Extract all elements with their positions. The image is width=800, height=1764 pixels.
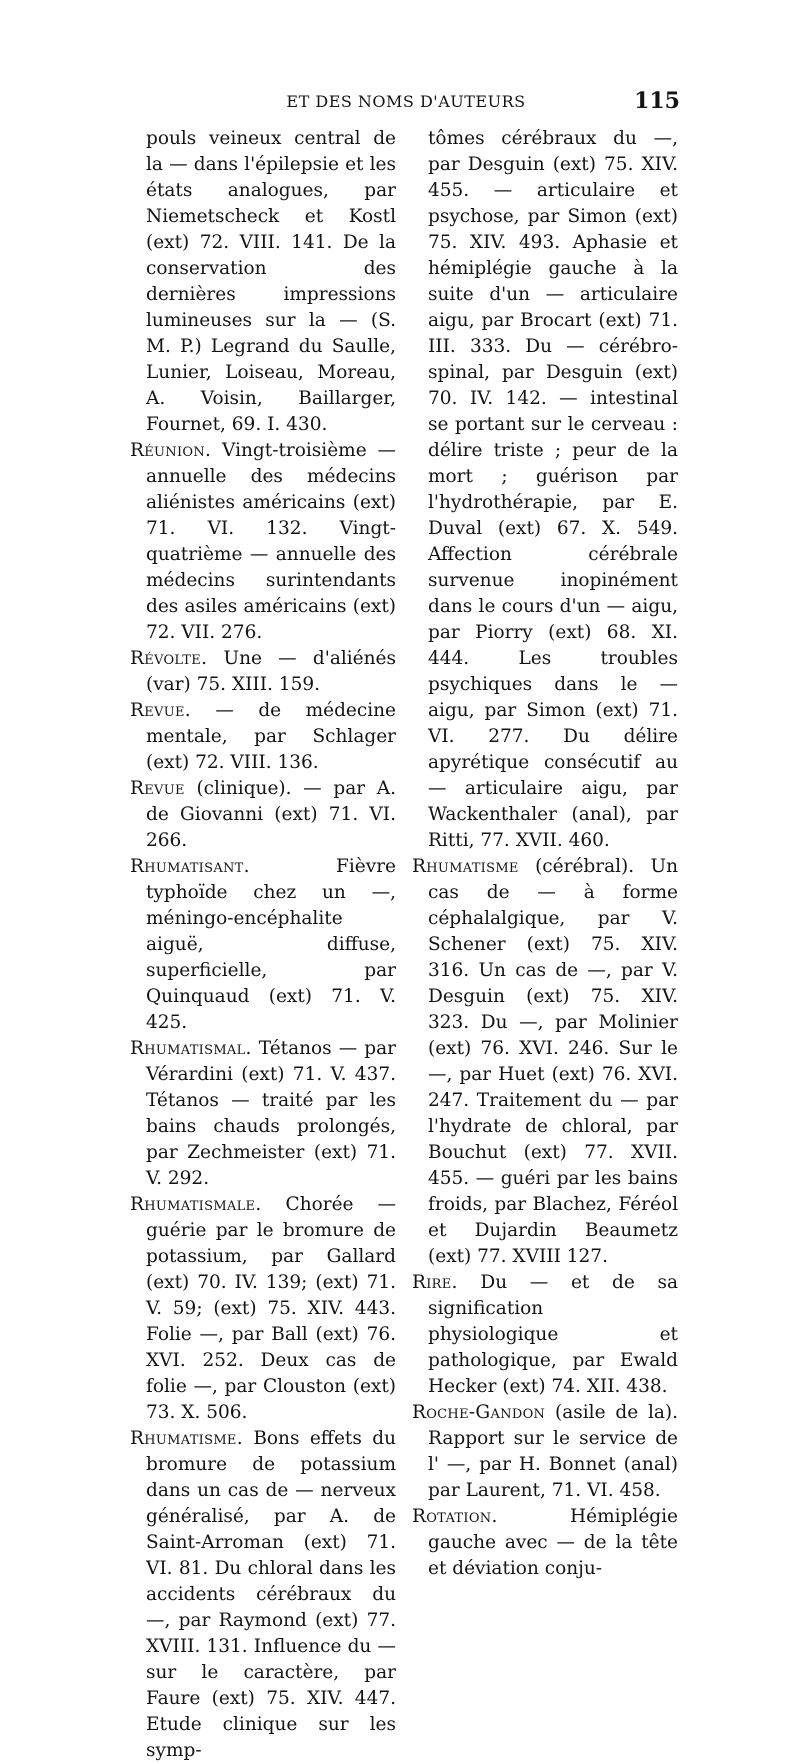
left-column	[130, 126, 396, 1764]
entry-headword: Rhumatismale.	[130, 1194, 262, 1215]
entry-text: tômes cérébraux du —, par Desguin (ext) 75. XIV. 455. — articulaire et psychose, par Simon (ext) 75. XIV. 493. Aphasie et hémiplégie gauche à la suite d'un — articulaire aigu, par Brocart (ext) 71. III. 333. Du — cérébro-spinal, par Desguin (ext) 70. IV. 142. — intestinal se portant sur le cerveau : délire triste ; peur de la mort ; guérison par l'hydrothérapie, par E. Duval (ext) 67. X. 549. Affection cérébrale survenue inopinément dans le cours d'un — aigu, par Piorry (ext) 68. XI. 444. Les troubles psychiques dans le — aigu, par Simon (ext) 71. VI. 277. Du délire apyrétique consécutif au — articulaire aigu, par Wackenthaler (anal), par Ritti, 77. XVII. 460.	[428, 128, 678, 851]
entry-text: Chorée — guérie par le bromure de potassium, par Gallard (ext) 70. IV. 139; (ext) 71. V. 59; (ext) 75. XIV. 443. Folie —, par Ball (ext) 76. XVI. 252. Deux cas de folie —, par Clouston (ext) 73. X. 506.	[146, 1194, 396, 1423]
index-entry	[130, 126, 396, 438]
entry-headword: Revue.	[130, 700, 191, 721]
index-entry	[412, 854, 678, 1270]
entry-headword: Revue	[130, 778, 185, 799]
entry-text: Tétanos — par Vérardini (ext) 71. V. 437. Tétanos — traité par les bains chauds prolongés, par Zechmeister (ext) 71. V. 292.	[146, 1038, 396, 1189]
entry-text: (clinique). — par A. de Giovanni (ext) 71. VI. 266.	[146, 778, 396, 851]
index-entry	[130, 438, 396, 646]
running-title: ET DES NOMS D'AUTEURS	[286, 92, 526, 111]
entry-text: pouls veineux central de la — dans l'épilepsie et les états analogues, par Niemetscheck et Kostl (ext) 72. VIII. 141. De la conservation des dernières impressions lumineuses sur la — (S. M. P.) Legrand du Saulle, Lunier, Loiseau, Moreau, A. Voisin, Baillarger, Fournet, 69. I. 430.	[146, 128, 396, 435]
index-entry	[412, 126, 678, 854]
index-entry	[412, 1504, 678, 1582]
entry-text: — de médecine mentale, par Schlager (ext) 72. VIII. 136.	[146, 700, 396, 773]
entry-headword: Rhumatisme	[412, 856, 519, 877]
entry-headword: Rhumatismal.	[130, 1038, 252, 1059]
index-entry	[130, 1192, 396, 1426]
entry-text: Du — et de sa signification physiologique et pathologique, par Ewald Hecker (ext) 74. XII. 438.	[428, 1272, 678, 1397]
index-entry	[130, 776, 396, 854]
entry-headword: Rotation.	[412, 1506, 498, 1527]
entry-headword: Rhumatisme.	[130, 1428, 243, 1449]
index-entry	[130, 1036, 396, 1192]
index-entry	[130, 1426, 396, 1764]
index-entry	[130, 854, 396, 1036]
entry-headword: Rire.	[412, 1272, 458, 1293]
entry-text: Une — d'aliénés (var) 75. XIII. 159.	[146, 648, 396, 695]
entry-headword: Roche-Gandon	[412, 1402, 546, 1423]
entry-text: (cérébral). Un cas de — à forme céphalalgique, par V. Schener (ext) 75. XIV. 316. Un cas de —, par V. Desguin (ext) 75. XIV. 323. Du —, par Molinier (ext) 76. XVI. 246. Sur le —, par Huet (ext) 76. XVI. 247. Traitement du — par l'hydrate de chloral, par Bouchut (ext) 77. XVII. 455. — guéri par les bains froids, par Blachez, Féréol et Dujardin Beaumetz (ext) 77. XVIII 127.	[428, 856, 678, 1267]
entry-text: Hémiplégie gauche avec — de la tête et déviation conju-	[428, 1506, 678, 1579]
index-entry	[130, 698, 396, 776]
index-entry	[130, 646, 396, 698]
index-entry	[412, 1400, 678, 1504]
entry-headword: Rhumatisant.	[130, 856, 250, 877]
entry-headword: Révolte.	[130, 648, 208, 669]
entry-text: Vingt-troisième — annuelle des médecins aliénistes américains (ext) 71. VI. 132. Vingt-quatrième — annuelle des médecins surintendants des asiles américains (ext) 72. VII. 276.	[146, 440, 396, 643]
entry-text: (asile de la). Rapport sur le service de l' —, par H. Bonnet (anal) par Laurent, 71. VI. 458.	[428, 1402, 678, 1501]
entry-text: Bons effets du bromure de potassium dans un cas de — nerveux généralisé, par A. de Saint-Arroman (ext) 71. VI. 81. Du chloral dans les accidents cérébraux du —, par Raymond (ext) 77. XVIII. 131. Influence du — sur le caractère, par Faure (ext) 75. XIV. 447. Etude clinique sur les symp-	[146, 1428, 396, 1761]
index-entry	[412, 1270, 678, 1400]
page-number: 115	[634, 88, 680, 114]
entry-headword: Réunion.	[130, 440, 212, 461]
right-column	[412, 126, 678, 1582]
entry-text: Fièvre typhoïde chez un —, méningo-encéphalite aiguë, diffuse, superficielle, par Quinquaud (ext) 71. V. 425.	[146, 856, 396, 1033]
page-header	[130, 88, 682, 122]
